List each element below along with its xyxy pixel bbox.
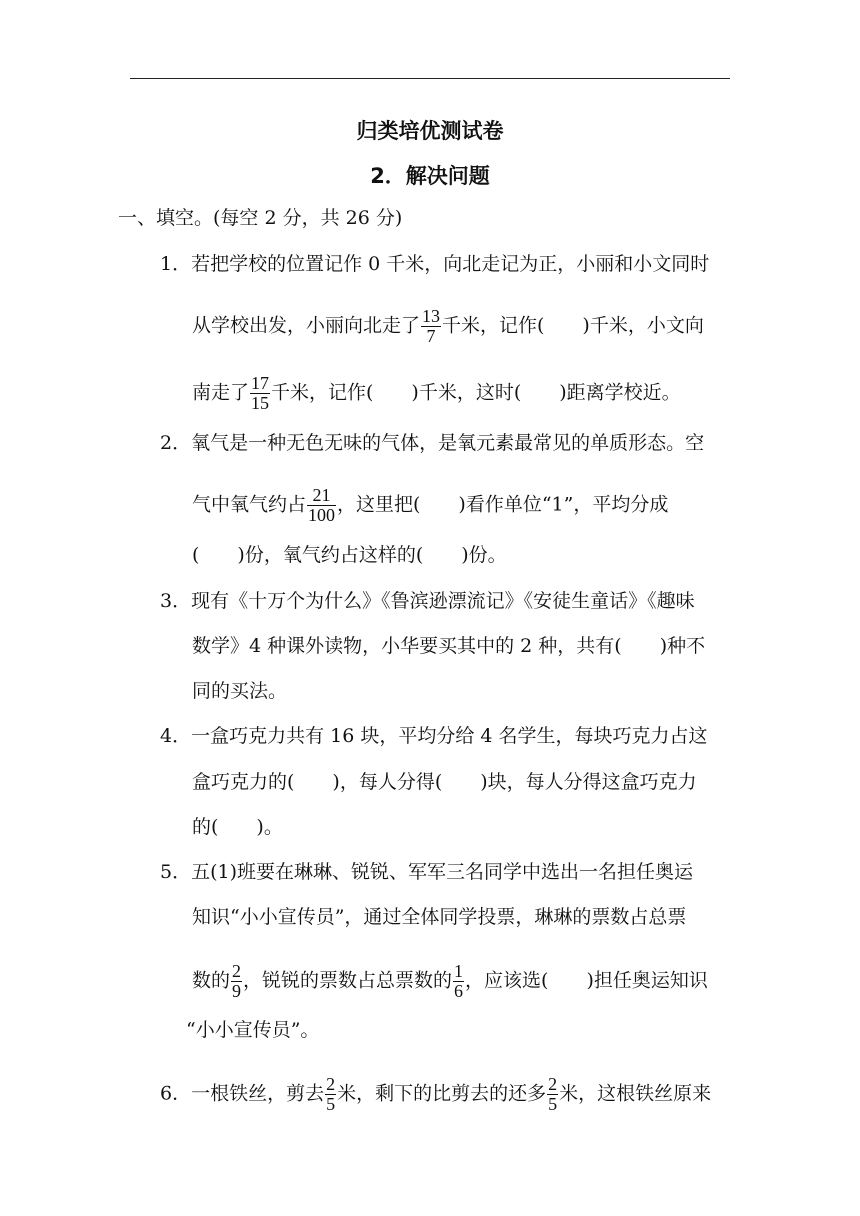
question-number: 1． xyxy=(160,253,192,275)
question-1-line-1 xyxy=(160,253,709,275)
header-rule xyxy=(130,78,730,79)
fraction xyxy=(421,307,441,346)
question-text: ，应该选( )担任奥运知识 xyxy=(465,969,708,992)
numerator: 13 xyxy=(422,306,441,326)
numerator: 17 xyxy=(251,373,270,393)
question-text: 米，剩下的比剪去的还多 xyxy=(337,1082,547,1105)
fraction xyxy=(547,1075,558,1114)
question-text: 现有《十万个为什么》《鲁滨逊漂流记》《安徒生童话》《趣味 xyxy=(191,590,695,612)
denominator: 6 xyxy=(454,981,464,1001)
fraction xyxy=(250,374,270,413)
numerator: 2 xyxy=(232,961,242,981)
question-text: 千米，记作( )千米，小文向 xyxy=(442,314,704,337)
denominator: 15 xyxy=(251,393,270,413)
question-4-line-3: 的( )。 xyxy=(192,816,283,838)
question-text: 若把学校的位置记作 0 千米，向北走记为正，小丽和小文同时 xyxy=(191,253,710,275)
question-1-line-3 xyxy=(192,374,681,413)
question-number: 6． xyxy=(160,1082,192,1105)
paper-title: 归类培优测试卷 xyxy=(356,119,504,143)
question-3-line-3: 同的买法。 xyxy=(192,680,288,702)
question-6-line-1 xyxy=(160,1075,711,1114)
question-5-line-1 xyxy=(160,861,693,883)
question-text: ，这里把( )看作单位“1”，平均分成 xyxy=(337,493,669,516)
question-number: 2． xyxy=(160,432,192,454)
section-heading: 一、填空。(每空 2 分，共 26 分) xyxy=(118,207,403,229)
numerator: 2 xyxy=(548,1074,558,1094)
question-5-line-3 xyxy=(192,962,708,1001)
question-text: 数的 xyxy=(192,969,231,992)
question-text: 一盒巧克力共有 16 块，平均分给 4 名学生，每块巧克力占这 xyxy=(191,725,708,747)
question-text: ，锐锐的票数占总票数的 xyxy=(243,969,453,992)
denominator: 5 xyxy=(326,1094,336,1114)
question-text: 千米，记作( )千米，这时( )距离学校近。 xyxy=(271,381,681,404)
question-1-line-2 xyxy=(192,307,704,346)
question-5-line-2: 知识“小小宣传员”，通过全体同学投票，琳琳的票数占总票 xyxy=(192,906,687,928)
question-number: 4． xyxy=(160,725,192,747)
section-subtitle: 2．解决问题 xyxy=(370,164,490,188)
question-text: 气中氧气约占 xyxy=(192,493,307,516)
denominator: 9 xyxy=(232,981,242,1001)
question-2-line-3: ( )份，氧气约占这样的( )份。 xyxy=(192,544,507,566)
question-text: 五(1)班要在琳琳、锐锐、军军三名同学中选出一名担任奥运 xyxy=(191,861,694,883)
question-text: 米，这根铁丝原来 xyxy=(559,1082,712,1105)
numerator: 1 xyxy=(454,961,464,981)
question-number: 5． xyxy=(160,861,192,883)
fraction xyxy=(307,486,336,525)
fraction xyxy=(231,962,242,1001)
question-3-line-2: 数学》4 种课外读物，小华要买其中的 2 种，共有( )种不 xyxy=(192,635,706,657)
fraction xyxy=(453,962,464,1001)
denominator: 7 xyxy=(426,326,436,346)
question-5-line-4: “小小宣传员”。 xyxy=(186,1019,320,1041)
question-4-line-2: 盒巧克力的( )，每人分得( )块，每人分得这盒巧克力 xyxy=(192,771,697,793)
denominator: 100 xyxy=(308,505,336,525)
question-4-line-1 xyxy=(160,725,708,747)
question-text: 氧气是一种无色无味的气体，是氧元素最常见的单质形态。空 xyxy=(191,432,705,454)
numerator: 21 xyxy=(307,486,336,506)
question-3-line-1 xyxy=(160,590,695,612)
question-2-line-1 xyxy=(160,432,704,454)
question-number: 3． xyxy=(160,590,192,612)
numerator: 2 xyxy=(326,1074,336,1094)
question-text: 南走了 xyxy=(192,381,250,404)
denominator: 5 xyxy=(548,1094,558,1114)
question-text: 从学校出发，小丽向北走了 xyxy=(192,314,421,337)
question-2-line-2 xyxy=(192,486,668,525)
question-text: 一根铁丝，剪去 xyxy=(191,1082,325,1105)
fraction xyxy=(325,1075,336,1114)
